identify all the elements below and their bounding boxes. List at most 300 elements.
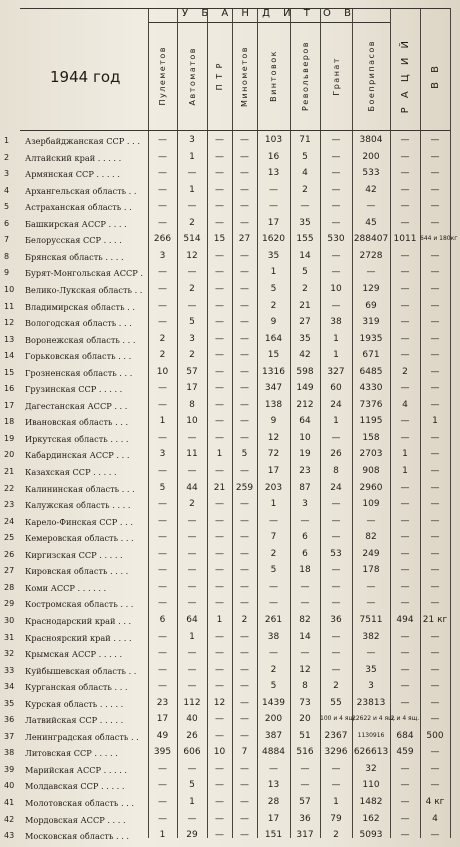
table-cell: — [300, 648, 310, 659]
table-cell: 44 [186, 482, 198, 493]
table-row [0, 547, 460, 564]
table-cell: — [215, 432, 224, 443]
table-cell: — [430, 697, 440, 708]
table-cell: — [430, 201, 440, 212]
table-cell: — [215, 366, 224, 377]
table-cell: — [240, 135, 249, 145]
table-cell: — [240, 548, 249, 559]
region-name: Московская область . . . [25, 831, 130, 842]
table-cell: — [240, 399, 249, 410]
table-cell: — [430, 217, 440, 228]
region-name: Велико-Лукская область . . [25, 284, 143, 295]
table-cell: 1935 [359, 333, 383, 344]
table-row [0, 812, 460, 829]
table-cell: 908 [362, 466, 380, 476]
row-number: 16 [4, 384, 15, 394]
table-cell: — [269, 184, 278, 195]
table-cell: — [240, 714, 249, 725]
table-cell: — [400, 813, 410, 824]
table-cell: — [269, 763, 278, 774]
table-cell: — [400, 780, 410, 791]
table-cell: 71 [299, 135, 311, 145]
table-cell: 1316 [262, 366, 285, 377]
year-label: 1944 год [50, 68, 121, 86]
table-cell: — [430, 830, 440, 841]
table-row [0, 646, 460, 663]
table-cell: 2 [159, 350, 166, 361]
table-cell: 18 [299, 565, 311, 576]
table-cell: 3 [302, 499, 308, 510]
table-cell: — [430, 432, 440, 443]
row-number: 35 [4, 698, 15, 708]
table-cell: 347 [264, 383, 283, 394]
table-cell: 494 [396, 614, 414, 625]
table-cell: 10 [299, 432, 311, 443]
table-cell: 3296 [324, 747, 348, 758]
header-rule [20, 8, 450, 9]
table-cell: — [240, 201, 249, 212]
table-cell: 38 [267, 631, 280, 642]
table-cell: — [331, 532, 341, 543]
table-cell: — [215, 267, 224, 278]
table-cell: 22622 и 4 ящ. [352, 715, 396, 723]
table-row [0, 150, 460, 167]
table-cell: — [366, 581, 376, 592]
table-cell: 2367 [324, 730, 348, 741]
table-cell: — [240, 217, 249, 228]
table-cell: 2703 [359, 449, 383, 460]
row-number: 24 [4, 516, 15, 526]
column-header-label: Винтовок [269, 50, 278, 102]
table-cell: 36 [330, 614, 342, 625]
column-header-label: В В [429, 63, 441, 89]
table-cell: — [158, 763, 167, 774]
table-cell: 516 [296, 747, 314, 758]
table-cell: 4 [402, 399, 408, 410]
table-cell: — [158, 780, 167, 791]
table-cell: — [215, 515, 224, 526]
table-row [0, 431, 460, 448]
table-cell: 1 [216, 449, 223, 460]
column-header-label: Пулеметов [158, 46, 167, 106]
table-cell: 2 [333, 681, 339, 692]
row-number: 5 [4, 202, 10, 212]
row-number: 40 [4, 781, 15, 791]
table-cell: — [430, 250, 440, 261]
table-cell: 1 [402, 449, 408, 460]
column-header-label: Минометов [240, 45, 249, 107]
table-cell: 2 [402, 366, 408, 377]
table-cell: — [400, 350, 410, 361]
region-name: Азербайджанская ССР . . . [25, 136, 140, 146]
table-cell: — [331, 499, 341, 510]
table-row [0, 630, 460, 647]
row-number: 4 [4, 185, 10, 195]
table-cell: 23 [156, 697, 169, 708]
table-cell: 249 [362, 548, 380, 559]
table-cell: — [187, 763, 197, 774]
table-cell: 8 [302, 681, 308, 692]
table-cell: 49 [156, 730, 169, 741]
table-cell: — [400, 383, 410, 394]
column-header [257, 24, 290, 128]
row-number: 37 [4, 731, 15, 741]
table-cell: — [366, 648, 376, 659]
row-number: 3 [4, 169, 10, 179]
table-cell: 2 [270, 664, 277, 675]
table-cell: — [187, 664, 197, 675]
table-cell: — [430, 449, 440, 460]
table-cell: — [300, 515, 310, 526]
table-cell: — [215, 168, 224, 179]
table-cell: 319 [362, 317, 380, 328]
table-cell: — [430, 482, 440, 493]
row-number: 22 [4, 483, 15, 493]
table-row [0, 348, 460, 365]
table-cell: — [215, 416, 224, 427]
table-cell: 4 [432, 813, 438, 824]
table-cell: 598 [296, 366, 314, 377]
row-number: 15 [4, 367, 15, 377]
table-cell: — [400, 151, 410, 162]
table-cell: 11 [186, 449, 198, 460]
table-cell: — [240, 383, 249, 394]
table-cell: 162 [362, 813, 380, 824]
table-cell: — [215, 283, 224, 294]
table-cell: — [300, 780, 310, 791]
table-cell: 2 и 4 ящ. [390, 715, 420, 723]
table-cell: 19 [299, 449, 311, 460]
table-cell: — [187, 813, 197, 824]
table-cell: — [240, 350, 249, 361]
table-row [0, 315, 460, 332]
table-cell: 2 [189, 217, 195, 228]
table-cell: — [240, 250, 249, 261]
table-cell: — [240, 681, 249, 692]
table-cell: 14 [299, 250, 311, 261]
table-cell: — [430, 333, 440, 344]
table-cell: — [331, 250, 341, 261]
region-name: Молотовская область . . . [25, 798, 134, 808]
region-name: Иркутская область . . . . [25, 433, 129, 444]
table-cell: 12 [267, 432, 280, 443]
row-number: 11 [4, 301, 15, 311]
table-cell: — [240, 151, 249, 162]
row-number: 31 [4, 632, 15, 642]
table-cell: — [215, 664, 224, 675]
table-cell: — [430, 168, 440, 179]
row-number: 27 [4, 566, 15, 576]
table-cell: — [215, 217, 224, 228]
table-cell: 129 [362, 283, 380, 294]
table-cell: — [430, 515, 440, 526]
row-number: 33 [4, 665, 15, 675]
table-cell: — [215, 797, 224, 807]
table-cell: — [331, 763, 341, 774]
table-cell: 2 [241, 614, 248, 625]
column-header [320, 24, 352, 128]
table-cell: — [158, 135, 167, 145]
row-number: 7 [4, 235, 10, 245]
table-cell: — [400, 681, 410, 692]
table-row [0, 729, 460, 746]
row-number: 14 [4, 351, 15, 361]
table-cell: — [240, 697, 249, 708]
table-cell: 36 [299, 813, 311, 824]
table-cell: — [215, 830, 224, 841]
row-number: 20 [4, 450, 15, 460]
table-cell: — [430, 466, 440, 476]
table-cell: 1620 [262, 234, 285, 245]
table-cell: — [215, 681, 224, 692]
table-cell: — [430, 184, 440, 195]
table-cell: 110 [362, 780, 380, 791]
table-cell: — [400, 333, 410, 344]
table-cell: — [158, 432, 167, 443]
table-cell: — [430, 366, 440, 377]
column-header-label: П Т Р [215, 61, 224, 91]
table-cell: 4884 [262, 747, 285, 758]
region-name: Калужская область . . . . [25, 500, 131, 511]
table-cell: — [158, 283, 167, 294]
table-cell: — [430, 300, 440, 311]
table-cell: — [187, 168, 197, 179]
table-row [0, 365, 460, 382]
table-cell: 149 [296, 383, 314, 394]
table-cell: 382 [362, 631, 380, 642]
row-number: 18 [4, 417, 15, 427]
table-cell: 1 [189, 151, 195, 162]
table-cell: — [215, 250, 224, 261]
table-cell: — [240, 797, 249, 807]
table-cell: 200 [362, 151, 380, 162]
table-cell: — [430, 283, 440, 294]
table-cell: — [240, 581, 249, 592]
table-cell: — [400, 300, 410, 311]
region-name: Мордовская АССР . . . . [25, 814, 126, 825]
table-row [0, 563, 460, 580]
table-cell: — [158, 548, 167, 559]
region-name: Литовская ССР . . . . . [25, 748, 118, 759]
header-left-block [20, 8, 149, 130]
table-row [0, 216, 460, 233]
table-cell: 200 [264, 714, 283, 725]
table-cell: — [215, 813, 224, 824]
table-cell: — [430, 383, 440, 394]
column-header-label: Револьверов [300, 40, 310, 111]
table-cell: — [430, 499, 440, 510]
table-cell: 9 [270, 416, 277, 427]
region-name: Молдавская ССР . . . . . [25, 781, 125, 792]
table-cell: 55 [330, 697, 342, 708]
table-cell: 288407 [353, 234, 389, 245]
region-name: Куйбышевская область . . [25, 665, 137, 676]
table-cell: — [400, 664, 410, 675]
table-cell: 28 [267, 797, 280, 807]
table-cell: — [400, 697, 410, 708]
table-cell: — [187, 532, 197, 543]
table-cell: — [158, 168, 167, 179]
region-name: Владимирская область . . [25, 301, 135, 312]
table-cell: 5 [270, 283, 277, 294]
table-row [0, 447, 460, 464]
row-number: 28 [4, 582, 15, 592]
table-cell: 1 [270, 499, 277, 510]
table-cell: — [240, 432, 249, 443]
table-cell: — [187, 267, 197, 278]
table-cell: — [430, 631, 440, 642]
table-row [0, 613, 460, 630]
table-cell: — [400, 598, 410, 609]
table-cell: — [300, 581, 310, 592]
table-cell: — [331, 267, 341, 278]
table-cell: — [400, 532, 410, 543]
table-cell: — [269, 581, 278, 592]
table-cell: — [331, 648, 341, 659]
table-cell: — [400, 631, 410, 642]
table-cell: 45 [365, 217, 377, 228]
table-cell: 13 [267, 168, 280, 179]
table-row [0, 712, 460, 729]
table-cell: — [331, 780, 341, 791]
region-name: Крымская АССР . . . . . [25, 649, 123, 660]
table-cell: — [215, 499, 224, 510]
table-cell: 164 [264, 333, 283, 344]
table-cell: — [158, 631, 167, 642]
table-cell: — [158, 515, 167, 526]
table-cell: — [400, 515, 410, 526]
table-cell: 1130916 [357, 731, 385, 739]
table-cell: — [187, 300, 197, 311]
column-header [232, 24, 257, 128]
table-cell: 103 [264, 135, 283, 145]
table-cell: 5 [189, 317, 195, 328]
table-cell: — [240, 565, 249, 576]
table-cell: — [240, 416, 249, 427]
table-cell: — [240, 730, 249, 741]
table-cell: 530 [327, 234, 345, 245]
table-cell: — [331, 664, 341, 675]
row-number: 25 [4, 533, 15, 543]
table-cell: — [240, 763, 249, 774]
table-cell: 2 [159, 333, 166, 344]
table-cell: 29 [186, 830, 198, 841]
table-cell: 5 [189, 780, 195, 791]
table-cell: 24 [330, 482, 342, 493]
table-cell: — [215, 350, 224, 361]
table-cell: 12 [299, 664, 311, 675]
table-cell: 57 [186, 366, 198, 377]
table-cell: — [215, 151, 224, 162]
table-cell: — [187, 515, 197, 526]
table-cell: 5093 [359, 830, 383, 841]
table-cell: 1 [333, 416, 339, 427]
table-cell: 12 [186, 250, 198, 261]
region-name: Курская область . . . . . [25, 698, 124, 709]
table-cell: — [158, 201, 167, 212]
row-number: 30 [4, 615, 15, 625]
table-cell: — [240, 664, 249, 675]
table-row [0, 381, 460, 398]
table-row [0, 481, 460, 498]
table-cell: — [215, 714, 224, 725]
table-cell: 1 [189, 631, 195, 642]
table-cell: 2960 [359, 482, 383, 493]
table-cell: 26 [330, 449, 342, 460]
table-cell: 17 [267, 217, 280, 228]
table-cell: — [215, 383, 224, 394]
table-row [0, 828, 460, 845]
table-cell: 53 [330, 548, 342, 559]
table-cell: 684 [396, 730, 414, 741]
group-title: У Б А Н Д И Т О В [148, 8, 390, 23]
table-cell: — [158, 184, 167, 195]
table-cell: 100 и 4 ящ. [320, 715, 357, 723]
table-cell: 4 [302, 168, 308, 179]
table-cell: 73 [299, 697, 311, 708]
region-name: Коми АССР . . . . . . [25, 582, 107, 593]
table-cell: 12 [213, 697, 226, 708]
table-cell: — [269, 598, 278, 609]
row-number: 8 [4, 251, 10, 261]
row-number: 9 [4, 268, 10, 278]
table-cell: — [215, 532, 224, 543]
row-number: 42 [4, 814, 15, 824]
table-cell: 17 [267, 466, 280, 476]
table-cell: — [215, 763, 224, 774]
table-cell: 1439 [262, 697, 285, 708]
table-cell: 87 [299, 482, 311, 493]
table-cell: 42 [365, 184, 377, 195]
table-cell: 387 [264, 730, 283, 741]
table-cell: 606 [183, 747, 201, 758]
table-row [0, 199, 460, 216]
row-number: 10 [4, 284, 15, 294]
table-cell: 6485 [359, 366, 383, 377]
table-row [0, 679, 460, 696]
region-name: Красноярский край . . . . [25, 632, 132, 643]
table-cell: — [215, 780, 224, 791]
table-cell: 1 [333, 333, 339, 344]
table-cell: — [400, 217, 410, 228]
table-cell: — [331, 631, 341, 642]
row-number: 39 [4, 764, 15, 774]
table-cell: 5 [302, 267, 308, 278]
table-cell: — [240, 648, 249, 659]
table-cell: — [215, 581, 224, 592]
table-cell: — [215, 399, 224, 410]
table-cell: — [400, 482, 410, 493]
table-row [0, 133, 460, 150]
table-cell: — [187, 201, 197, 212]
table-cell: — [400, 763, 410, 774]
table-row [0, 514, 460, 531]
table-cell: — [187, 432, 197, 443]
table-cell: — [400, 283, 410, 294]
table-cell: 10 [186, 416, 198, 427]
table-row [0, 596, 460, 613]
table-cell: — [366, 267, 376, 278]
table-cell: 82 [299, 614, 311, 625]
table-cell: 24 [330, 399, 342, 410]
table-cell: 8 [189, 399, 195, 410]
table-cell: — [187, 681, 197, 692]
table-cell: — [158, 399, 167, 410]
table-row [0, 332, 460, 349]
table-cell: 158 [362, 432, 380, 443]
table-cell: 327 [327, 366, 345, 377]
table-cell: — [430, 747, 440, 758]
